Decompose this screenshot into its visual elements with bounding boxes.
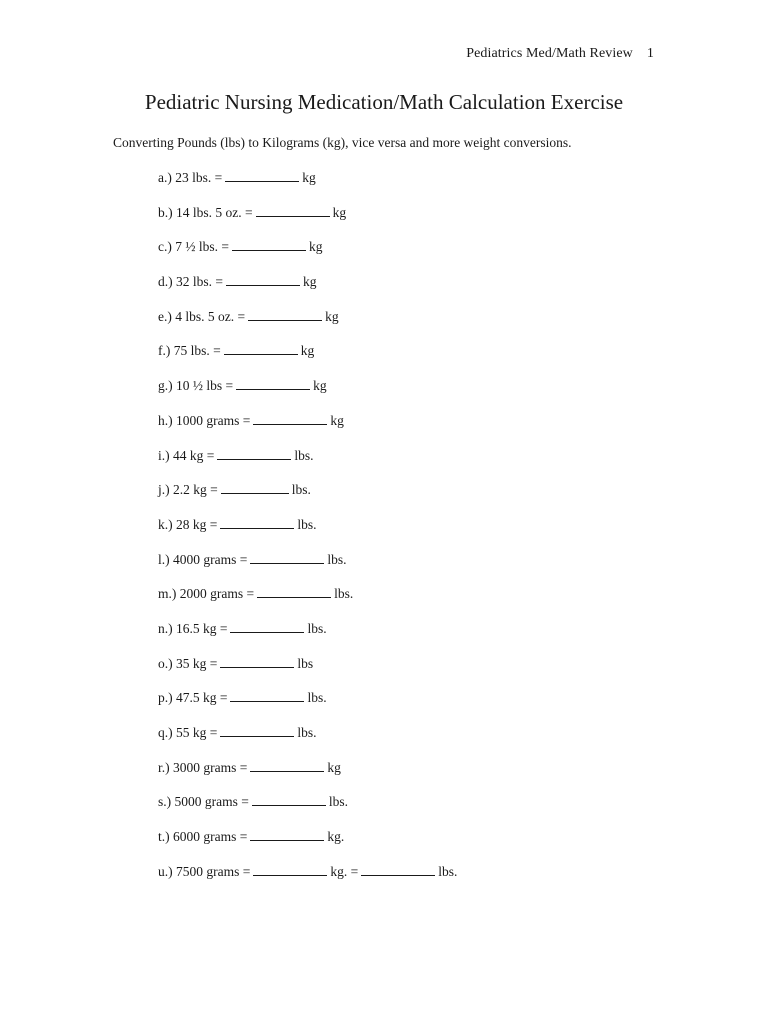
problem-unit: kg: [308, 239, 323, 255]
problem-prompt: q.) 55 kg =: [158, 725, 218, 740]
problem-unit: lbs.: [297, 725, 317, 740]
problem-item: [158, 481, 457, 516]
problem-prompt: b.) 14 lbs. 5 oz. =: [158, 204, 253, 220]
answer-blank[interactable]: [248, 308, 322, 321]
problem-prompt: o.) 35 kg =: [158, 655, 218, 671]
answer-blank[interactable]: [361, 863, 435, 876]
problem-unit: kg.: [327, 829, 345, 845]
problem-item: [158, 447, 457, 482]
problem-item: [158, 377, 457, 412]
problem-prompt: c.) 7 ½ lbs. =: [158, 239, 229, 255]
problem-item: [158, 169, 457, 204]
problem-prompt: m.) 2000 grams =: [158, 586, 255, 602]
problem-unit: lbs.: [294, 447, 314, 463]
answer-blank[interactable]: [236, 377, 310, 390]
problem-list: [158, 169, 457, 897]
answer-blank[interactable]: [257, 585, 331, 598]
answer-blank[interactable]: [217, 447, 291, 460]
problem-unit: lbs.: [334, 586, 354, 602]
problem-item: [158, 793, 457, 828]
problem-prompt: h.) 1000 grams =: [158, 412, 251, 428]
problem-unit: kg: [303, 274, 317, 290]
problem-unit: lbs.: [297, 516, 317, 532]
answer-blank[interactable]: [221, 481, 289, 494]
running-header: [466, 46, 654, 62]
answer-blank[interactable]: [224, 342, 298, 355]
problem-prompt: l.) 4000 grams =: [158, 551, 248, 567]
answer-blank[interactable]: [250, 759, 324, 772]
problem-unit: lbs: [297, 655, 314, 671]
problem-item: [158, 759, 457, 794]
problem-prompt: j.) 2.2 kg =: [158, 482, 218, 498]
answer-blank[interactable]: [220, 516, 294, 529]
problem-item: [158, 342, 457, 377]
problem-item: [158, 655, 457, 690]
problem-item: [158, 689, 457, 724]
problem-unit: kg: [302, 170, 316, 185]
answer-blank[interactable]: [226, 273, 300, 286]
answer-blank[interactable]: [253, 863, 327, 876]
problem-unit: kg: [330, 412, 344, 428]
problem-unit: lbs.: [291, 482, 311, 498]
problem-item: [158, 620, 457, 655]
answer-blank[interactable]: [253, 412, 327, 425]
problem-unit: kg: [332, 204, 347, 220]
problem-unit: kg: [313, 378, 327, 394]
answer-blank[interactable]: [252, 793, 326, 806]
running-header-title: Pediatrics Med/Math Review: [466, 46, 633, 61]
answer-blank[interactable]: [230, 689, 304, 702]
answer-blank[interactable]: [220, 655, 294, 668]
answer-blank[interactable]: [220, 724, 294, 737]
problem-prompt: k.) 28 kg =: [158, 516, 218, 532]
problem-prompt: f.) 75 lbs. =: [158, 343, 221, 359]
problem-item: [158, 551, 457, 586]
problem-item: [158, 516, 457, 551]
document-title: Pediatric Nursing Medication/Math Calculation Exercise: [144, 90, 624, 114]
problem-unit: lbs.: [328, 794, 348, 810]
problem-prompt: e.) 4 lbs. 5 oz. =: [158, 308, 246, 324]
problem-item: [158, 273, 457, 308]
answer-blank[interactable]: [225, 169, 299, 182]
problem-unit: kg: [300, 343, 315, 359]
problem-unit: lbs.: [438, 863, 458, 879]
problem-item: [158, 412, 457, 447]
problem-item: [158, 308, 457, 343]
problem-item: [158, 863, 457, 898]
problem-item: [158, 724, 457, 759]
problem-unit: lbs.: [327, 551, 347, 567]
problem-item: [158, 585, 457, 620]
problem-prompt: n.) 16.5 kg =: [158, 620, 228, 636]
problem-prompt: i.) 44 kg =: [158, 447, 215, 463]
problem-item: [158, 238, 457, 273]
problem-item: [158, 828, 457, 863]
answer-blank[interactable]: [256, 204, 330, 217]
problem-unit: lbs.: [307, 620, 327, 636]
page-number: 1: [646, 46, 654, 61]
problem-prompt: t.) 6000 grams =: [158, 829, 248, 845]
problem-unit: kg. =: [330, 863, 359, 879]
problem-prompt: r.) 3000 grams =: [158, 759, 248, 775]
answer-blank[interactable]: [250, 828, 324, 841]
intro-text: Converting Pounds (lbs) to Kilograms (kg), vice versa and more weight conversions.: [113, 135, 572, 150]
problem-prompt: s.) 5000 grams =: [158, 794, 249, 810]
answer-blank[interactable]: [232, 238, 306, 251]
problem-prompt: p.) 47.5 kg =: [158, 690, 228, 706]
problem-item: [158, 204, 457, 239]
answer-blank[interactable]: [230, 620, 304, 633]
problem-prompt: a.) 23 lbs. =: [158, 170, 223, 185]
problem-prompt: u.) 7500 grams =: [158, 863, 251, 879]
answer-blank[interactable]: [250, 551, 324, 564]
problem-unit: kg: [327, 759, 341, 775]
problem-unit: lbs.: [307, 690, 327, 706]
problem-prompt: d.) 32 lbs. =: [158, 274, 223, 290]
problem-unit: kg: [325, 308, 339, 324]
problem-prompt: g.) 10 ½ lbs =: [158, 378, 234, 394]
